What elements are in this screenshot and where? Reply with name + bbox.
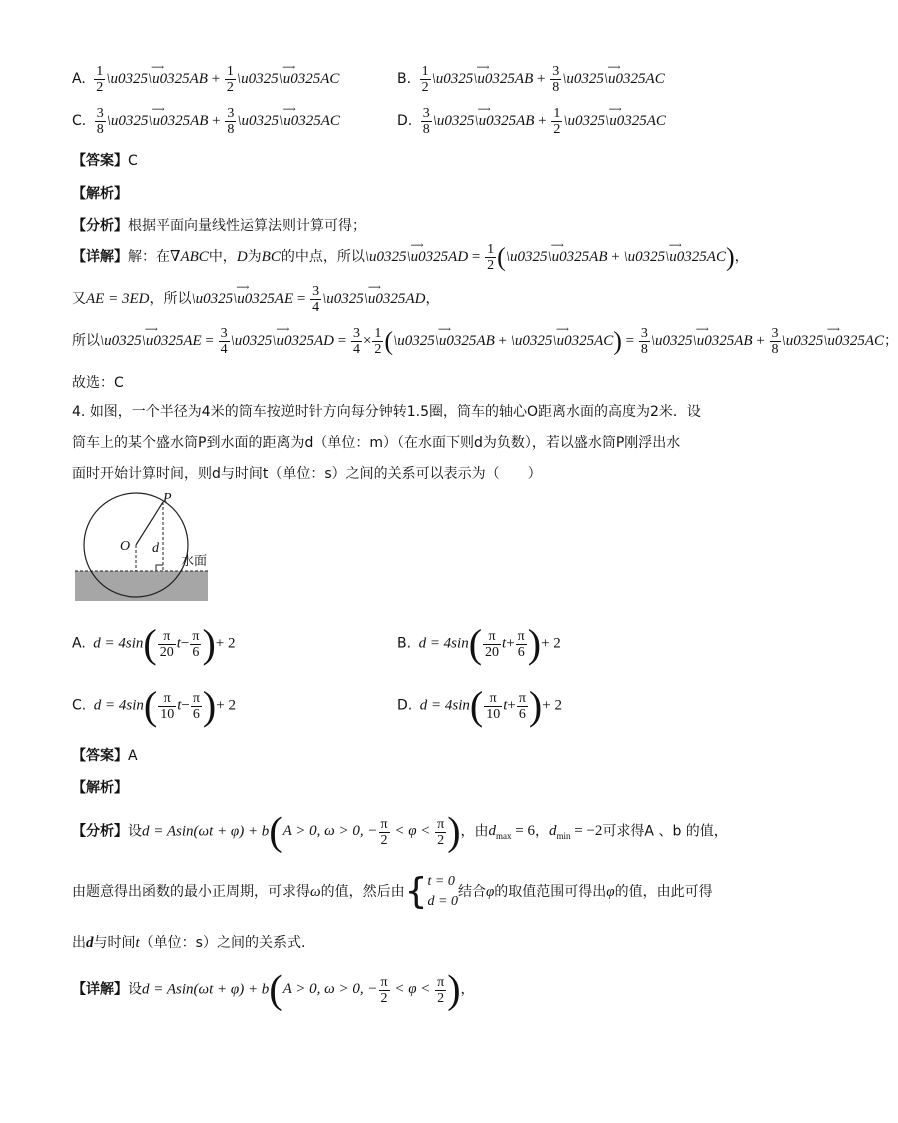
q3-fenxi: 【分析】根据平面向量线性运算法则计算可得； [72,218,366,234]
q4-option-d: D. d = 4sin( $\frac{\pi}{10}$ t+ $\frac{\pi}{6}$ )+ 2 [397,683,562,728]
q4-xiangjie-line1: 【详解】设d = Asin(ωt + φ) + b(A > 0, ω > 0, − $\frac{\pi}{2}$ < φ < $\frac{\pi}{2}$ )， [72,967,475,1012]
fraction: $\frac{1}{2}$ [96,64,104,95]
q4-text-line3: 面时开始计算时间，则d与时间t（单位：s）之间的关系可以表示为（ ） [72,466,542,482]
q3-conclusion: 故选：C [72,375,124,391]
q3-xiangjie-line3: 所以 \u0325\u0325 ⟶ AE = $\frac{3}{4}$ \u0325\u0325 ⟶ AD = $\frac{3}{4}$ × $\frac{1}{2}$ ( \u0325\u0325 ⟶ AB + \u0325\u0325 ⟶ AC) = $\frac{3}{8}$ \u0325\u0325 ⟶ AB + $\frac{3}{8}$ \u0325\u0325 ⟶ AC； [72,326,898,357]
q4-fenxi-line2: 由题意得出函数的最小正周期，可求得ω的值，然后由{ t = 0 d = 0 结合φ的取值范围可得出φ的值，由此可得 [72,871,713,912]
q3-xiangjie-line2: 又AE = 3ED，所以 \u0325\u0325 ⟶ AE = $\frac{3}{4}$ \u0325\u0325 ⟶ AD， [72,284,439,315]
q3-analysis-heading: 【解析】 [72,186,128,202]
vector-ac: \u0325\u0325 ⟶ AC [237,71,340,88]
q3-xiangjie-line1: 【详解】解：在∇ABC中，D为BC的中点，所以 \u0325\u0325 ⟶ AD = $\frac{1}{2}$ ( \u0325\u0325 ⟶ AB + \u0325\u0325 ⟶ AC)， [72,242,749,273]
label-p: P [163,491,172,506]
water-wheel-figure [70,490,230,605]
label-d: d [152,541,159,556]
q4-answer: 【答案】A [72,748,138,764]
q4-text-line1: 4. 如图，一个半径为4米的筒车按逆时针方向每分钟转1.5圈，筒车的轴心O距离水面的高度为2米．设 [72,404,701,420]
radius-op [136,502,163,545]
right-angle-mark [156,565,163,571]
q4-fenxi-line3: 出d与时间t（单位：s）之间的关系式. [72,935,306,951]
label-water: 水面 [181,554,208,569]
q3-option-c: C. $\frac{3}{8}$ \u0325\u0325 ⟶ AB + $\frac{3}{8}$ \u0325\u0325 ⟶ AC [72,106,340,137]
q3-option-b: B. $\frac{1}{2}$ \u0325\u0325 ⟶ AB + $\frac{3}{8}$ \u0325\u0325 ⟶ AC [397,64,665,95]
q4-fenxi-line1: 【分析】设d = Asin(ωt + φ) + b(A > 0, ω > 0, − $\frac{\pi}{2}$ < φ < $\frac{\pi}{2}$ )，由$d_{max} = 6$，$d_{min} = -2$可求得A 、b 的值， [72,809,728,854]
system-brace: { [404,871,428,912]
q3-option-d: D. $\frac{3}{8}$ \u0325\u0325 ⟶ AB + $\frac{1}{2}$ \u0325\u0325 ⟶ AC [397,106,666,137]
label-o: O [120,539,131,554]
q3-answer: 【答案】C [72,153,138,169]
q4-analysis-heading: 【解析】 [72,780,128,796]
equation-system: t = 0 d = 0 [427,874,458,909]
q4-option-a: A. d = 4sin( $\frac{\pi}{20}$ t− $\frac{\pi}{6}$ )+ 2 [72,621,236,666]
q3-option-a: A. $\frac{1}{2}$ \u0325\u0325 ⟶ AB + $\frac{1}{2}$ \u0325\u0325 ⟶ AC [72,64,339,95]
q4-text-line2: 筒车上的某个盛水筒P到水面的距离为d（单位：m）（在水面下则d为负数），若以盛水筒P刚浮出水 [72,435,681,451]
vector-ab: \u0325\u0325 ⟶ AB [106,71,208,88]
q4-option-c: C. d = 4sin( $\frac{\pi}{10}$ t− $\frac{\pi}{6}$ )+ 2 [72,683,236,728]
q4-option-b: B. d = 4sin( $\frac{\pi}{20}$ t+ $\frac{\pi}{6}$ )+ 2 [397,621,561,666]
